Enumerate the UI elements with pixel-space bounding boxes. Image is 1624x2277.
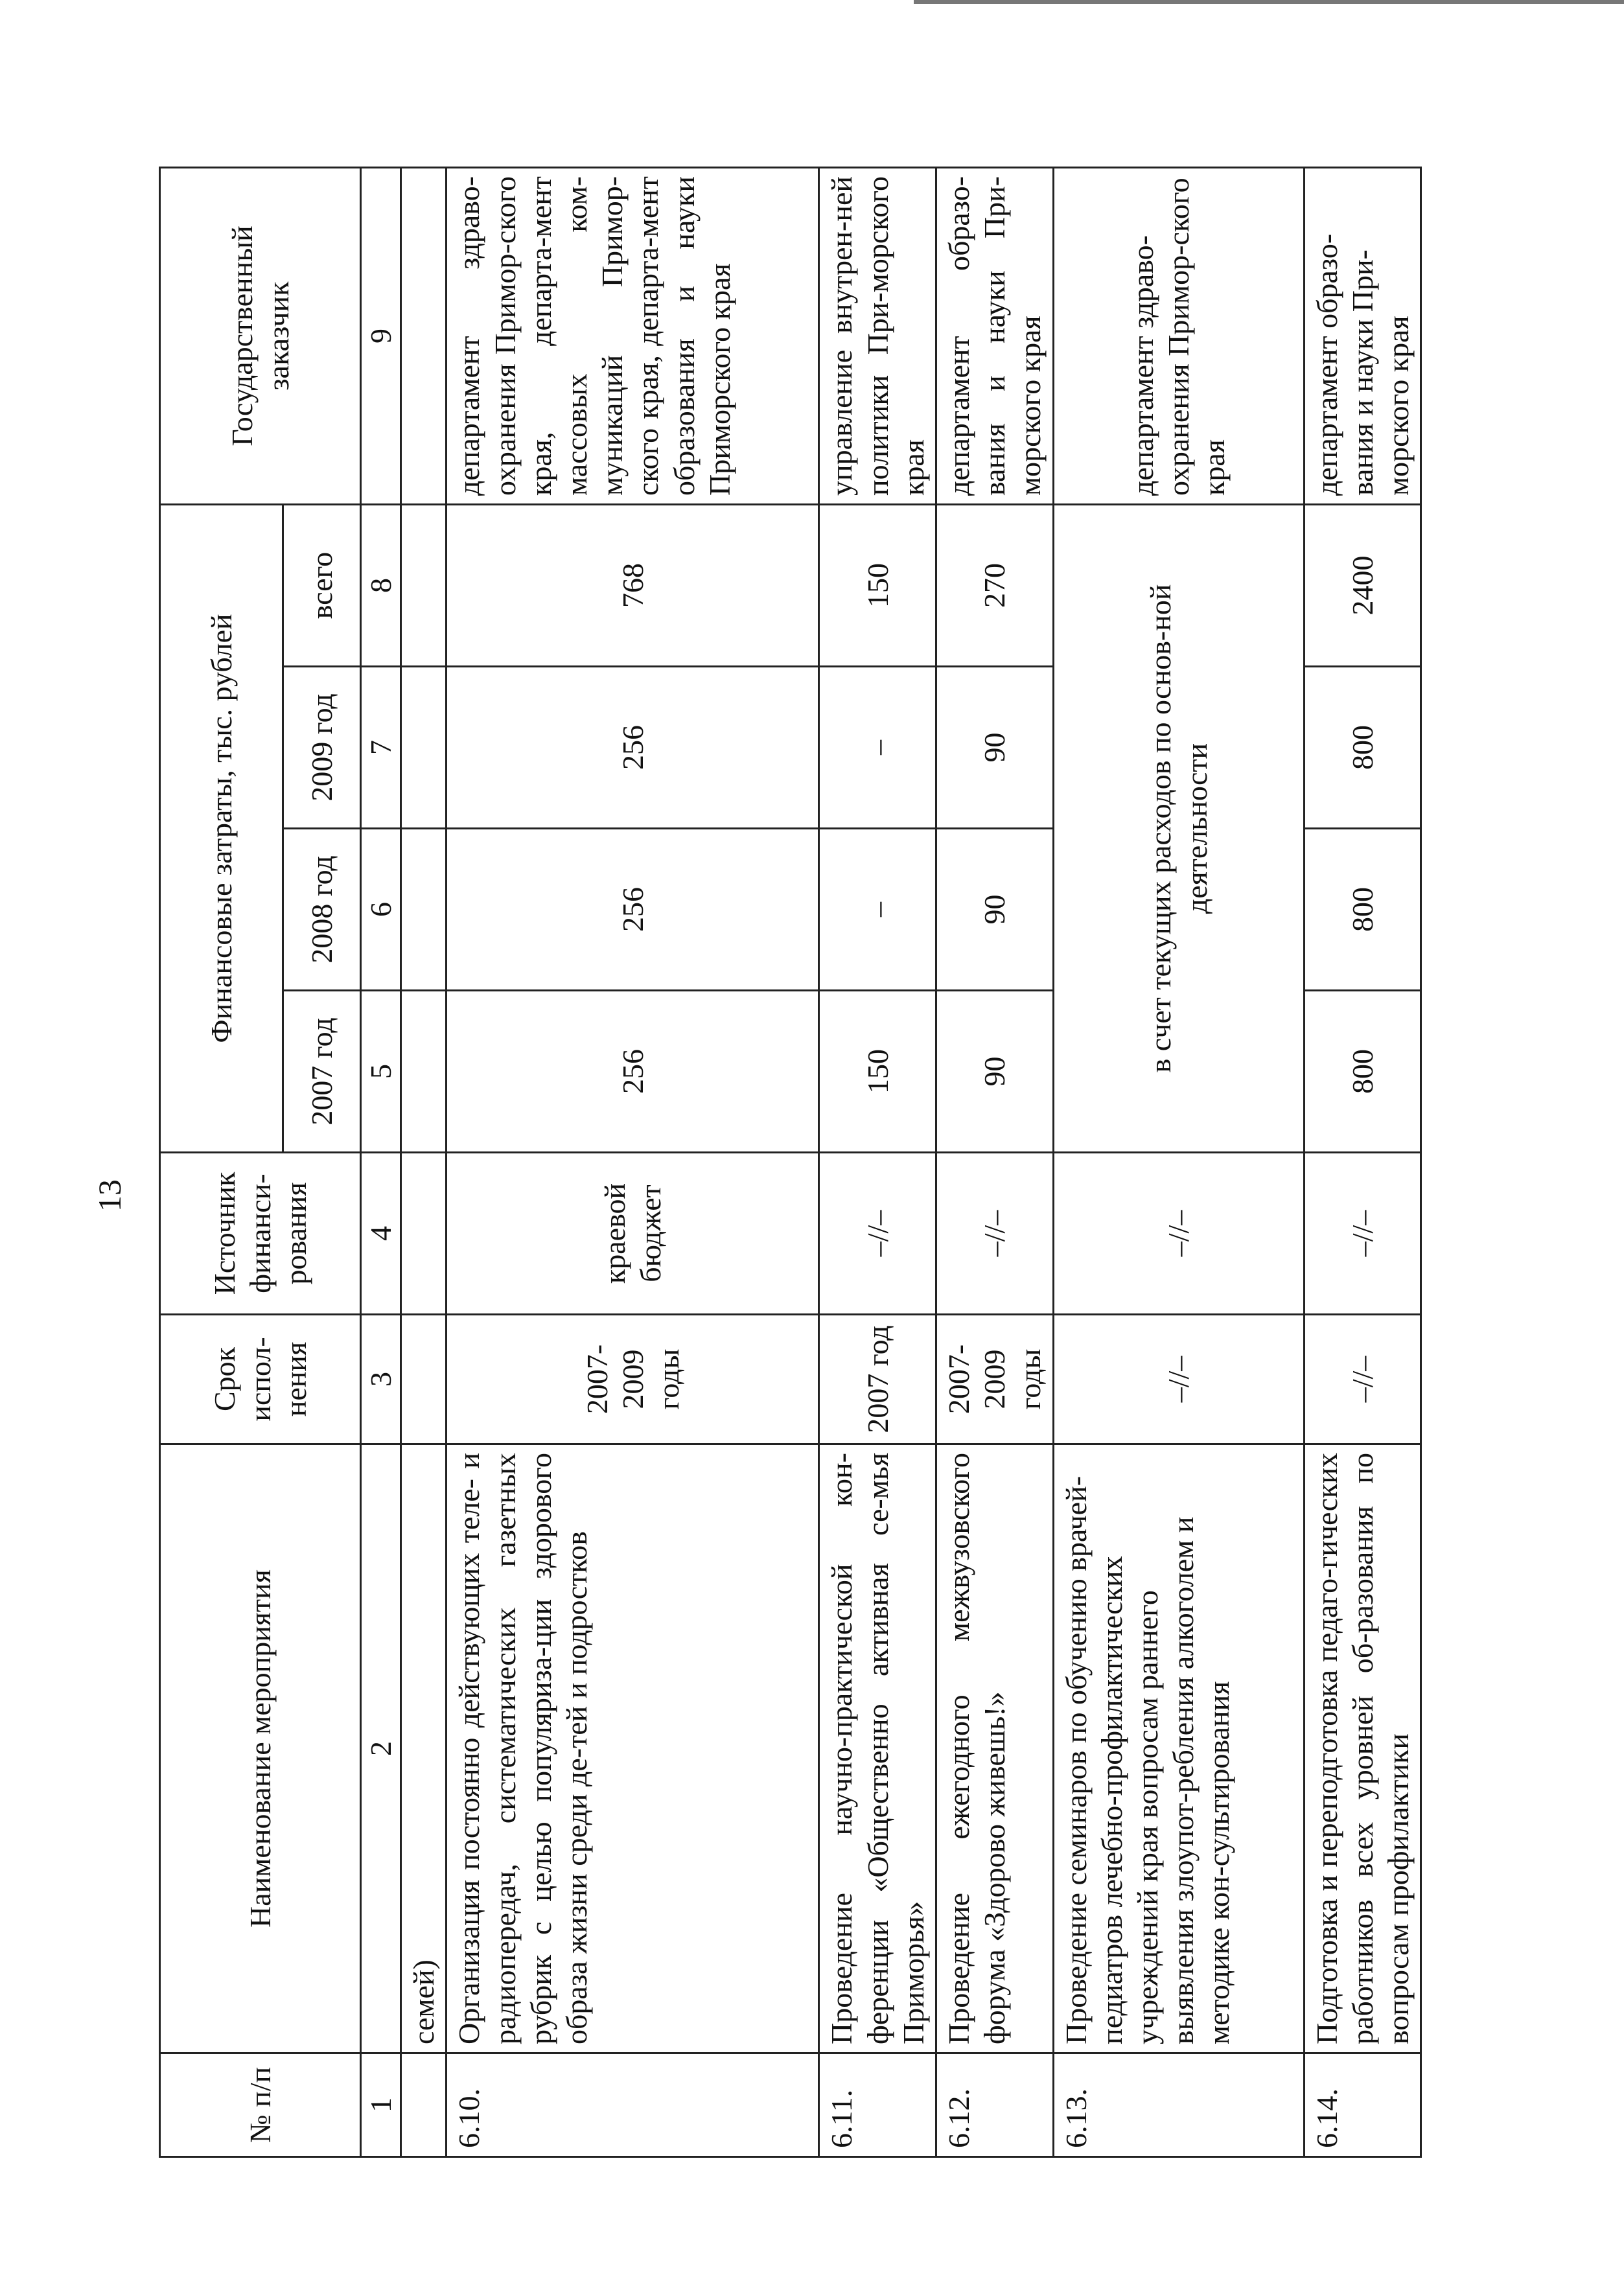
cell-source: –//– (1304, 1153, 1421, 1315)
cell-empty (401, 504, 447, 666)
cell-2009: 256 (447, 667, 819, 829)
header-source: Источник финанси-рования (160, 1153, 361, 1315)
column-number: 6 (361, 829, 401, 991)
cell-customer: управление внутрен-ней политики При-морского края (819, 167, 936, 504)
column-number: 9 (361, 167, 401, 504)
header-customer: Государственный заказчик (160, 167, 361, 504)
column-number: 2 (361, 1444, 401, 2053)
cell-source: –//– (936, 1153, 1053, 1315)
cell-empty (401, 167, 447, 504)
cell-2008: 800 (1304, 829, 1421, 991)
cell-total: 768 (447, 504, 819, 666)
header-costs: Финансовые затраты, тыс. рублей (160, 504, 283, 1152)
cell-num: 6.13. (1053, 2053, 1304, 2157)
header-total: всего (283, 504, 361, 666)
header-row (160, 167, 283, 2156)
table-row (819, 167, 936, 2156)
cell-customer: департамент здраво-охранения Примор-ского края, департа-мент массовых ком-муникаций Примор-ского края, департа-мент образования и науки Приморского края (447, 167, 819, 504)
cell-source: краевой бюджет (447, 1153, 819, 1315)
cell-customer: департамент образо-вания и науки При-морского края (936, 167, 1053, 504)
cell-empty (401, 829, 447, 991)
cell-2009: 90 (936, 667, 1053, 829)
scan-edge-rule (914, 0, 1624, 4)
cell-name: семей) (401, 1444, 447, 2053)
table-row (1053, 167, 1304, 2156)
column-number: 1 (361, 2053, 401, 2157)
header-num: № п/п (160, 2053, 361, 2157)
cell-customer: департамент образо-вания и науки При-морского края (1304, 167, 1421, 504)
cell-source: –//– (819, 1153, 936, 1315)
header-2009: 2009 год (283, 667, 361, 829)
table-row-continuation (401, 167, 447, 2156)
cell-num: 6.11. (819, 2053, 936, 2157)
table-row (936, 167, 1053, 2156)
header-name: Наименование мероприятия (160, 1444, 361, 2053)
cell-empty (401, 1315, 447, 1444)
cell-term: –//– (1304, 1315, 1421, 1444)
cell-name: Проведение семинаров по обучению врачей-педиатров лечебно-профилактических учреждений края вопросам раннего выявления злоупот-ребления алкоголем и методике кон-сультирования (1053, 1444, 1304, 2053)
cell-2007: 90 (936, 991, 1053, 1153)
column-numbers-row (361, 167, 401, 2156)
cell-2007: 800 (1304, 991, 1421, 1153)
cell-empty (401, 1153, 447, 1315)
cell-2009: 800 (1304, 667, 1421, 829)
cell-name: Проведение научно-практической кон-ференции «Общественно активная се-мья Приморья» (819, 1444, 936, 2053)
cell-customer: департамент здраво-охранения Примор-ского края (1053, 167, 1304, 504)
cell-num (401, 2053, 447, 2157)
cell-2008: 90 (936, 829, 1053, 991)
cell-2008: – (819, 829, 936, 991)
column-number: 5 (361, 991, 401, 1153)
cell-2007: 150 (819, 991, 936, 1153)
column-number: 3 (361, 1315, 401, 1444)
cell-term: 2007-2009 годы (447, 1315, 819, 1444)
cell-term: 2007-2009 годы (936, 1315, 1053, 1444)
table-row (1304, 167, 1421, 2156)
cell-empty (401, 991, 447, 1153)
column-number: 4 (361, 1153, 401, 1315)
cell-num: 6.12. (936, 2053, 1053, 2157)
program-activities-table (159, 167, 1422, 2158)
cell-total: 2400 (1304, 504, 1421, 666)
cell-empty (401, 667, 447, 829)
cell-costs-note: в счет текущих расходов по основ-ной деятельности (1053, 504, 1304, 1152)
column-number: 8 (361, 504, 401, 666)
page-number: 13 (91, 1179, 128, 1212)
cell-2007: 256 (447, 991, 819, 1153)
cell-total: 270 (936, 504, 1053, 666)
cell-num: 6.10. (447, 2053, 819, 2157)
column-number: 7 (361, 667, 401, 829)
header-term: Срок испол-нения (160, 1315, 361, 1444)
cell-total: 150 (819, 504, 936, 666)
cell-name: Подготовка и переподготовка педаго-гических работников всех уровней об-разования по вопросам профилактики (1304, 1444, 1421, 2053)
cell-name: Проведение ежегодного межвузовского форума «Здорово живешь!» (936, 1444, 1053, 2053)
cell-name: Организация постоянно действующих теле- и радиопередач, систематических газетных рубрик с целью популяриза-ции здорового образа жизни среди де-тей и подростков (447, 1444, 819, 2053)
cell-2008: 256 (447, 829, 819, 991)
cell-term: –//– (1053, 1315, 1304, 1444)
header-2007: 2007 год (283, 991, 361, 1153)
cell-2009: – (819, 667, 936, 829)
table-row (447, 167, 819, 2156)
cell-term: 2007 год (819, 1315, 936, 1444)
header-2008: 2008 год (283, 829, 361, 991)
rotated-page (58, 104, 1575, 2158)
cell-source: –//– (1053, 1153, 1304, 1315)
cell-num: 6.14. (1304, 2053, 1421, 2157)
